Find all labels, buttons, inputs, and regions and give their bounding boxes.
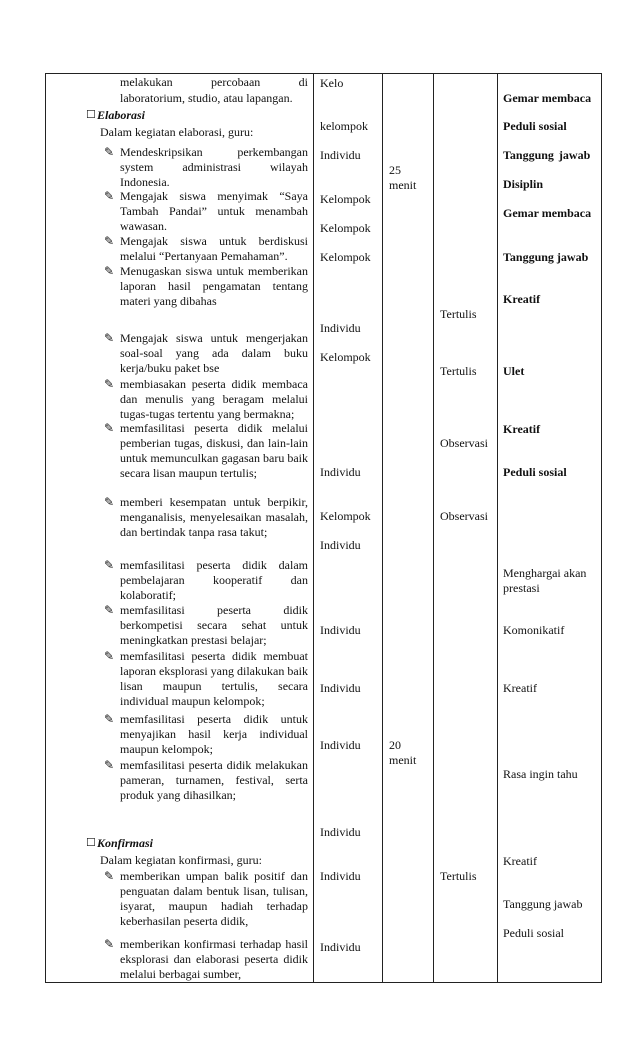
assessment-cell: Tertulis [440, 364, 477, 378]
pencil-check-icon: ✎ [104, 189, 115, 203]
pencil-check-icon: ✎ [104, 495, 115, 509]
column-divider [433, 73, 434, 983]
intro-line: melakukan percobaan di [120, 75, 308, 89]
elaborasi-lead: Dalam kegiatan elaborasi, guru: [100, 125, 254, 139]
pencil-check-icon: ✎ [104, 145, 115, 159]
pencil-check-icon: ✎ [104, 421, 115, 435]
character-cell: Peduli sosial [503, 926, 565, 940]
list-item: memfasilitasi peserta didik berkompetisi secara sehat untuk meningkatkan prestasi belajar; [120, 603, 308, 647]
group-cell: kelompok [320, 119, 368, 133]
list-item: memberi kesempatan untuk berpikir, menganalisis, menyelesaikan masalah, dan bertindak tanpa rasa takut; [120, 495, 308, 539]
group-cell: Individu [320, 681, 361, 695]
list-item: Mengajak siswa untuk mengerjakan soal-soal yang ada dalam buku kerja/buku paket bse [120, 331, 308, 375]
pencil-check-icon: ✎ [104, 377, 115, 391]
character-cell: Ulet [503, 364, 525, 378]
character-cell: Peduli sosial [503, 465, 567, 479]
group-cell: Kelompok [320, 350, 371, 364]
pencil-check-icon: ✎ [104, 869, 115, 883]
group-cell: Individu [320, 465, 361, 479]
list-item: Mengajak siswa menyimak “Saya Tambah Pandai” untuk menambah wawasan. [120, 189, 308, 233]
character-cell: Menghargai akan [503, 566, 587, 580]
group-cell: Individu [320, 869, 361, 883]
pencil-check-icon: ✎ [104, 603, 115, 617]
group-cell: Kelompok [320, 250, 371, 264]
check-square-icon: ☐ [86, 837, 96, 849]
pencil-check-icon: ✎ [104, 558, 115, 572]
column-divider [497, 73, 498, 983]
group-cell: Individu [320, 538, 361, 552]
character-cell: Kreatif [503, 854, 537, 868]
character-cell: Tanggung jawab [503, 148, 591, 162]
group-cell: Individu [320, 321, 361, 335]
pencil-check-icon: ✎ [104, 264, 115, 278]
group-cell: Kelompok [320, 509, 371, 523]
check-square-icon: ☐ [86, 109, 96, 121]
time-cell: 25 [389, 163, 401, 177]
list-item: memfasilitasi peserta didik membuat laporan eksplorasi yang dilakukan baik lisan maupun tertulis, secara individual maupun kelompok; [120, 649, 308, 708]
character-cell: prestasi [503, 581, 540, 595]
assessment-cell: Observasi [440, 509, 488, 523]
pencil-check-icon: ✎ [104, 331, 115, 345]
konfirmasi-title: Konfirmasi [97, 836, 154, 850]
character-cell: Kreatif [503, 422, 541, 436]
character-cell: Komonikatif [503, 623, 565, 637]
assessment-cell: Tertulis [440, 307, 477, 321]
list-item: memfasilitasi peserta didik untuk menyajikan hasil kerja individual maupun kelompok; [120, 712, 308, 756]
pencil-check-icon: ✎ [104, 712, 115, 726]
assessment-cell: Tertulis [440, 869, 477, 883]
list-item: Mendeskripsikan perkembangan system administrasi wilayah Indonesia. [120, 145, 308, 189]
character-cell: Peduli sosial [503, 119, 567, 133]
column-divider [382, 73, 383, 983]
elaborasi-title: Elaborasi [97, 108, 146, 122]
list-item: Menugaskan siswa untuk memberikan laporan hasil pengamatan tentang materi yang dibahas [120, 264, 308, 308]
group-cell: Kelompok [320, 192, 371, 206]
group-cell: Individu [320, 623, 361, 637]
character-cell: Disiplin [503, 177, 544, 191]
pencil-check-icon: ✎ [104, 937, 115, 951]
list-item: memberikan umpan balik positif dan penguatan dalam bentuk lisan, tulisan, isyarat, maupun hadiah terhadap keberhasilan peserta didik, [120, 869, 308, 928]
pencil-check-icon: ✎ [104, 649, 115, 663]
assessment-cell: Observasi [440, 436, 488, 450]
character-cell: Tanggung jawab [503, 250, 589, 264]
list-item: memfasilitasi peserta didik dalam pembelajaran kooperatif dan kolaboratif; [120, 558, 308, 602]
group-cell: Individu [320, 940, 361, 954]
list-item: Mengajak siswa untuk berdiskusi melalui “Pertanyaan Pemahaman”. [120, 234, 308, 263]
list-item: membiasakan peserta didik membaca dan menulis yang beragam melalui tugas-tugas tertentu yang bermakna; [120, 377, 308, 421]
list-item: memberikan konfirmasi terhadap hasil eksplorasi dan elaborasi peserta didik melalui berbagai sumber, [120, 937, 308, 981]
group-cell: Kelo [320, 76, 344, 90]
character-cell: Kreatif [503, 292, 541, 306]
time-cell: menit [389, 753, 417, 767]
column-divider [313, 73, 314, 983]
character-cell: Rasa ingin tahu [503, 767, 578, 781]
pencil-check-icon: ✎ [104, 234, 115, 248]
group-cell: Kelompok [320, 221, 371, 235]
character-cell: Gemar membaca [503, 91, 592, 105]
character-cell: Gemar membaca [503, 206, 592, 220]
intro-line: laboratorium, studio, atau lapangan. [120, 91, 293, 105]
time-cell: menit [389, 178, 417, 192]
list-item: memfasilitasi peserta didik melakukan pameran, turnamen, festival, serta produk yang dihasilkan; [120, 758, 308, 802]
character-cell: Tanggung jawab [503, 897, 583, 911]
konfirmasi-lead: Dalam kegiatan konfirmasi, guru: [100, 853, 262, 867]
group-cell: Individu [320, 148, 361, 162]
group-cell: Individu [320, 825, 361, 839]
group-cell: Individu [320, 738, 361, 752]
character-cell: Kreatif [503, 681, 537, 695]
pencil-check-icon: ✎ [104, 758, 115, 772]
time-cell: 20 [389, 738, 401, 752]
list-item: memfasilitasi peserta didik melalui pemberian tugas, diskusi, dan lain-lain untuk memunculkan gagasan baru baik secara lisan maupun tertulis; [120, 421, 308, 480]
